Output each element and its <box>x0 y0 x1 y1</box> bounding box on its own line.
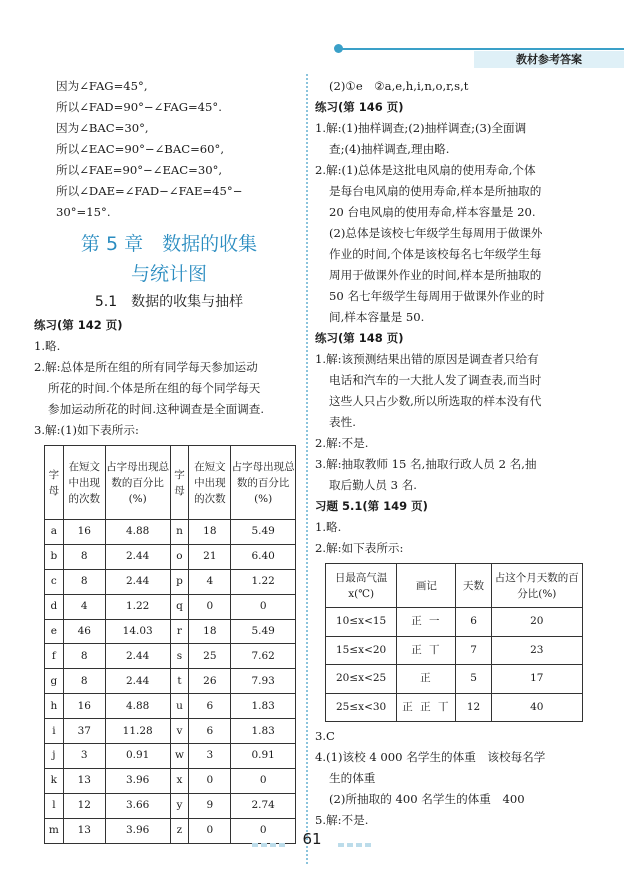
table-cell: 8 <box>63 569 105 594</box>
table-cell: 6 <box>189 694 231 719</box>
answer-line: 1.略. <box>315 520 342 534</box>
table-body <box>326 608 583 722</box>
table-cell: 26 <box>189 669 231 694</box>
table-row <box>45 594 296 619</box>
table-cell: 3.96 <box>105 768 170 793</box>
answer-line: 间,样本容量是 50. <box>329 310 425 324</box>
section-title: 5.1 数据的收集与抽样 <box>94 294 244 310</box>
table-cell: 46 <box>63 619 105 644</box>
table-cell: 6 <box>189 719 231 744</box>
table-cell: b <box>45 544 64 569</box>
table-cell: r <box>170 619 189 644</box>
answer-line: 生的体重 <box>329 771 376 785</box>
proof-line: 所以∠FAE=90°−∠EAC=30°, <box>56 163 223 177</box>
table-cell: 17 <box>491 665 582 694</box>
answer-1: 1.略. <box>34 339 61 353</box>
table-cell: 1.22 <box>105 594 170 619</box>
proof-block <box>34 76 304 223</box>
table-header-cell: 占字母出现总数的百分比(%) <box>231 446 296 520</box>
answer-line: 20 台电风扇的使用寿命,样本容量是 20. <box>329 205 536 219</box>
table-cell: 3.66 <box>105 793 170 818</box>
table-cell: 20≤x<25 <box>326 665 397 694</box>
table-cell: 0 <box>231 768 296 793</box>
exercise-label: 练习(第 148 页) <box>315 331 404 345</box>
table-row <box>45 719 296 744</box>
table-cell: 16 <box>63 520 105 545</box>
table-header-cell: 占这个月天数的百分比(%) <box>491 564 582 608</box>
table-cell: 0.91 <box>231 744 296 769</box>
table-cell: 7.62 <box>231 644 296 669</box>
table-cell: v <box>170 719 189 744</box>
table-cell: 21 <box>189 544 231 569</box>
answer-line: 查;(4)抽样调查,理由略. <box>329 142 450 156</box>
answer-line: 是每台电风扇的使用寿命,样本是所抽取的 <box>329 184 542 198</box>
column-divider <box>306 74 308 864</box>
temperature-table <box>325 563 583 722</box>
table-cell: 10≤x<15 <box>326 608 397 637</box>
table-cell: 6.40 <box>231 544 296 569</box>
table-cell: 13 <box>63 818 105 843</box>
table-row <box>326 608 583 637</box>
table-cell: 1.83 <box>231 694 296 719</box>
answer-line: 作业的时间,个体是该校每名七年级学生每 <box>329 247 542 261</box>
header-rule <box>340 48 624 50</box>
table-cell: 正 <box>397 665 456 694</box>
table-cell: 2.74 <box>231 793 296 818</box>
answer-line: 电话和汽车的一大批人发了调查表,而当时 <box>329 373 542 387</box>
answer-line: (2)总体是该校七年级学生每周用于做课外 <box>329 226 543 240</box>
proof-line: 因为∠BAC=30°, <box>56 121 149 135</box>
page-number: 61 <box>302 830 322 848</box>
table-cell: s <box>170 644 189 669</box>
answer-line: 1.解:(1)抽样调查;(2)抽样调查;(3)全面调 <box>315 121 527 135</box>
chapter-title-cont: 与统计图 <box>130 263 207 285</box>
table-header-cell: 画记 <box>397 564 456 608</box>
answer-line: 2.解:(1)总体是这批电风扇的使用寿命,个体 <box>315 163 536 177</box>
table-cell: 16 <box>63 694 105 719</box>
table-cell: 1.22 <box>231 569 296 594</box>
table-cell: 5.49 <box>231 619 296 644</box>
table-cell: p <box>170 569 189 594</box>
table-cell: 8 <box>63 669 105 694</box>
answer-line: 2.解:如下表所示: <box>315 541 404 555</box>
homework-label: 习题 5.1(第 149 页) <box>315 499 428 513</box>
table-row <box>45 744 296 769</box>
table-cell: o <box>170 544 189 569</box>
table-cell: 15≤x<20 <box>326 636 397 665</box>
answer-line: 取后勤人员 3 名. <box>329 478 417 492</box>
answer-line: 4.(1)该校 4 000 名学生的体重 该校每名学 <box>315 750 546 764</box>
proof-line: 30°=15°. <box>56 205 111 219</box>
table-row <box>45 569 296 594</box>
table-cell: 25 <box>189 644 231 669</box>
table-cell: 2.44 <box>105 544 170 569</box>
table-cell: l <box>45 793 64 818</box>
table-cell: 2.44 <box>105 569 170 594</box>
table-cell: m <box>45 818 64 843</box>
table-cell: g <box>45 669 64 694</box>
table-header-cell: 在短文中出现的次数 <box>189 446 231 520</box>
table-header-row <box>45 446 296 520</box>
table-cell: 0 <box>189 594 231 619</box>
proof-line: 所以∠FAD=90°−∠FAG=45°. <box>56 100 222 114</box>
answer-line: 周用于做课外作业的时间,样本是所抽取的 <box>329 268 542 282</box>
table-cell: j <box>45 744 64 769</box>
exercise-label: 练习(第 142 页) <box>34 318 123 332</box>
table-row <box>45 520 296 545</box>
table-row <box>45 694 296 719</box>
table-cell: h <box>45 694 64 719</box>
table-cell: 正 丅 <box>397 636 456 665</box>
table-cell: 4.88 <box>105 694 170 719</box>
table-header-cell: 在短文中出现的次数 <box>63 446 105 520</box>
table-cell: 9 <box>189 793 231 818</box>
table-cell: c <box>45 569 64 594</box>
table-cell: 20 <box>491 608 582 637</box>
table-header-cell: 字母 <box>45 446 64 520</box>
table-header-cell: 天数 <box>456 564 491 608</box>
table-cell: 8 <box>63 544 105 569</box>
table-cell: 0 <box>189 768 231 793</box>
table-header-cell: 日最高气温 x(℃) <box>326 564 397 608</box>
table-cell: 1.83 <box>231 719 296 744</box>
table-cell: y <box>170 793 189 818</box>
answer-line: (2)①e ②a,e,h,i,n,o,r,s,t <box>329 79 469 93</box>
table-cell: 4 <box>189 569 231 594</box>
table-cell: 14.03 <box>105 619 170 644</box>
header-tab: 教材参考答案 <box>474 51 624 68</box>
chapter-title: 第 5 章 数据的收集 <box>80 233 258 255</box>
table-cell: f <box>45 644 64 669</box>
table-row <box>326 693 583 722</box>
table-cell: 6 <box>456 608 491 637</box>
table-cell: 4 <box>63 594 105 619</box>
table-cell: 3 <box>189 744 231 769</box>
table-cell: i <box>45 719 64 744</box>
table-cell: a <box>45 520 64 545</box>
table-cell: x <box>170 768 189 793</box>
table-cell: 0.91 <box>105 744 170 769</box>
answer-line: 3.C <box>315 729 335 743</box>
table-row <box>326 636 583 665</box>
table-cell: 5.49 <box>231 520 296 545</box>
table-cell: 23 <box>491 636 582 665</box>
table-cell: 18 <box>189 520 231 545</box>
left-column <box>34 76 304 844</box>
answer-line: 1.解:该预测结果出错的原因是调查者只给有 <box>315 352 539 366</box>
table-cell: 2.44 <box>105 669 170 694</box>
table-row <box>45 619 296 644</box>
table-cell: k <box>45 768 64 793</box>
table-cell: 3.96 <box>105 818 170 843</box>
table-cell: 37 <box>63 719 105 744</box>
answer-2-line: 2.解:总体是所在组的所有同学每天参加运动 <box>34 360 258 374</box>
right-column <box>315 76 590 831</box>
table-cell: 11.28 <box>105 719 170 744</box>
table-cell: e <box>45 619 64 644</box>
exercise-label: 练习(第 146 页) <box>315 100 404 114</box>
table-row <box>45 644 296 669</box>
table-cell: 3 <box>63 744 105 769</box>
table-row <box>45 768 296 793</box>
answer-line: 5.解:不是. <box>315 813 369 827</box>
table-cell: 18 <box>189 619 231 644</box>
table-cell: 4.88 <box>105 520 170 545</box>
table-cell: d <box>45 594 64 619</box>
table-cell: z <box>170 818 189 843</box>
table-cell: t <box>170 669 189 694</box>
table-cell: 0 <box>231 594 296 619</box>
answer-2-line: 所花的时间.个体是所在组的每个同学每天 <box>48 381 261 395</box>
table-cell: 0 <box>231 818 296 843</box>
table-cell: 2.44 <box>105 644 170 669</box>
table-cell: 正 一 <box>397 608 456 637</box>
answer-line: 表性. <box>329 415 356 429</box>
table-cell: 25≤x<30 <box>326 693 397 722</box>
answer-line: 50 名七年级学生每周用于做课外作业的时 <box>329 289 545 303</box>
table-cell: n <box>170 520 189 545</box>
answer-2-line: 参加运动所花的时间.这种调查是全面调查. <box>48 402 265 416</box>
answer-line: 3.解:抽取教师 15 名,抽取行政人员 2 名,抽 <box>315 457 537 471</box>
proof-line: 所以∠DAE=∠FAD−∠FAE=45°− <box>56 184 243 198</box>
table-cell: u <box>170 694 189 719</box>
table-cell: 7 <box>456 636 491 665</box>
table-cell: 5 <box>456 665 491 694</box>
table-row <box>45 669 296 694</box>
table-cell: 正 正 丅 <box>397 693 456 722</box>
table-body <box>45 520 296 844</box>
table-cell: 8 <box>63 644 105 669</box>
table-header-row <box>326 564 583 608</box>
answer-line: (2)所抽取的 400 名学生的体重 400 <box>329 792 525 806</box>
table-row <box>45 544 296 569</box>
table-cell: w <box>170 744 189 769</box>
letter-frequency-table <box>44 445 296 844</box>
answer-line: 2.解:不是. <box>315 436 369 450</box>
table-cell: 40 <box>491 693 582 722</box>
proof-line: 所以∠EAC=90°−∠BAC=60°, <box>56 142 225 156</box>
table-header-cell: 字母 <box>170 446 189 520</box>
table-cell: 7.93 <box>231 669 296 694</box>
table-header-cell: 占字母出现总数的百分比(%) <box>105 446 170 520</box>
table-cell: 12 <box>456 693 491 722</box>
answer-3-intro: 3.解:(1)如下表所示: <box>34 423 139 437</box>
table-cell: 13 <box>63 768 105 793</box>
table-row <box>45 793 296 818</box>
table-cell: q <box>170 594 189 619</box>
answer-line: 这些人只占少数,所以所选取的样本没有代 <box>329 394 542 408</box>
table-row <box>326 665 583 694</box>
table-cell: 12 <box>63 793 105 818</box>
proof-line: 因为∠FAG=45°, <box>56 79 148 93</box>
table-cell: 0 <box>189 818 231 843</box>
